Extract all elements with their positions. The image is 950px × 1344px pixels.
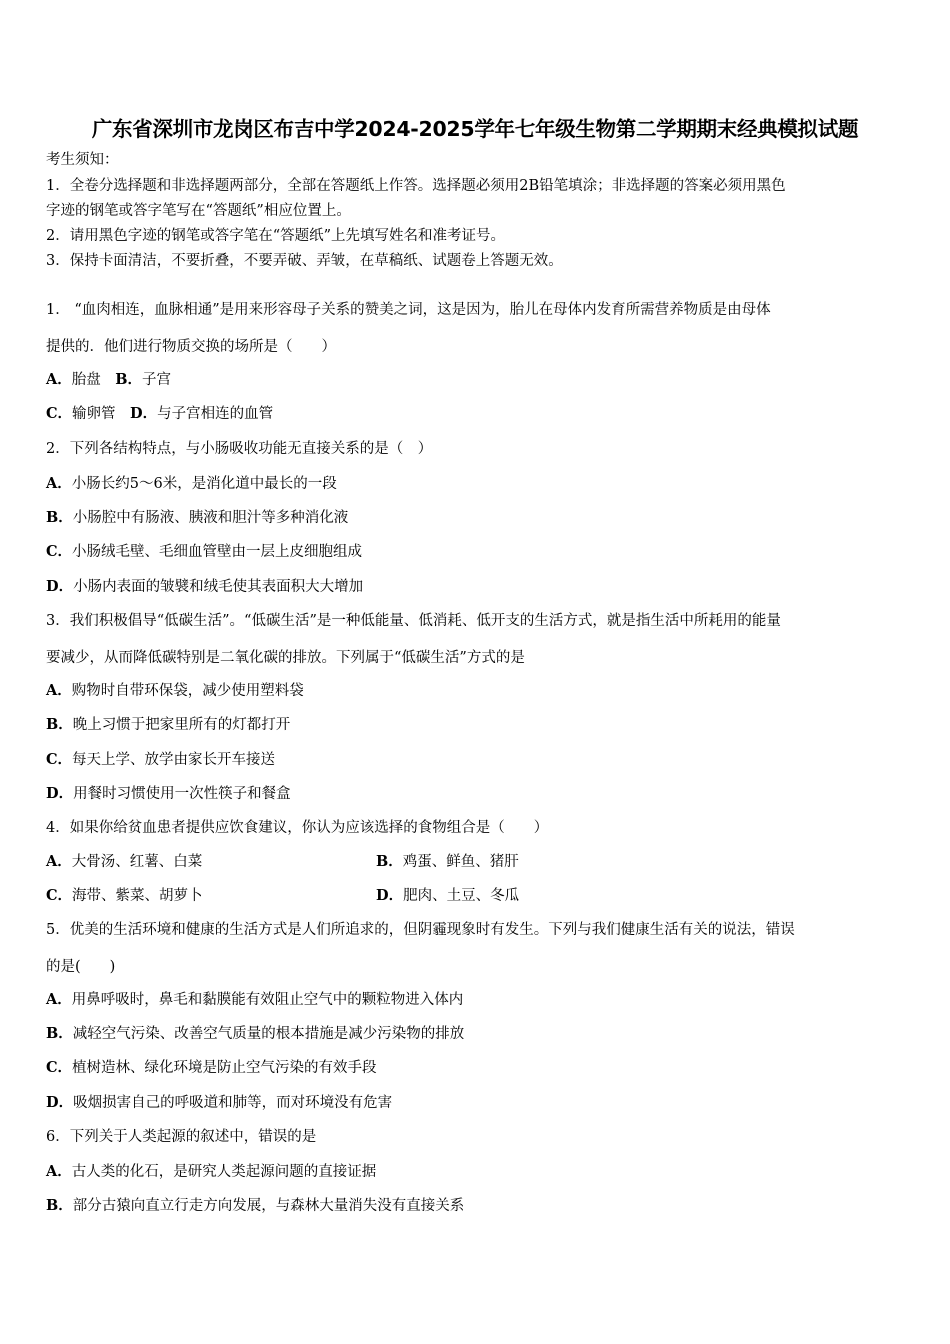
- q3-option-a-text: 购物时自带环保袋，减少使用塑料袋: [71, 683, 304, 699]
- q1-option-a-text: 胎盘: [71, 372, 101, 388]
- q3-option-b-label: B．: [46, 716, 73, 733]
- q4-option-b-label: B．: [376, 853, 403, 870]
- q2-option-a: [46, 474, 337, 494]
- q3-option-a-label: A．: [46, 682, 72, 699]
- q1-option-d-label: D．: [130, 405, 158, 422]
- q5-option-a: [46, 990, 463, 1010]
- q2-option-d: [46, 577, 363, 597]
- q6-option-a-text: 古人类的化石，是研究人类起源问题的直接证据: [71, 1164, 377, 1180]
- q5-option-b-label: B．: [46, 1025, 73, 1042]
- q4-option-a-label: A．: [46, 853, 72, 870]
- q5-option-c-text: 植树造林、绿化环境是防止空气污染的有效手段: [72, 1060, 377, 1076]
- q3-option-c: [46, 750, 275, 770]
- q5-option-d-label: D．: [46, 1094, 74, 1111]
- q5-option-d: [46, 1093, 392, 1113]
- q6-stem: 6．下列关于人类起源的叙述中，错误的是: [46, 1129, 317, 1145]
- q1-option-c-label: C．: [46, 405, 73, 422]
- exam-title: 广东省深圳市龙岗区布吉中学2024-2025学年七年级生物第二学期期末经典模拟试题: [91, 117, 859, 141]
- q4-option-b-text: 鸡蛋、鲜鱼、猪肝: [402, 854, 519, 870]
- q3-option-b-text: 晚上习惯于把家里所有的灯都打开: [72, 717, 291, 733]
- q1-stem-line2: 提供的．他们进行物质交换的场所是（ ）: [46, 339, 336, 355]
- q2-option-d-label: D．: [46, 578, 74, 595]
- q4-option-a-text: 大骨汤、红薯、白菜: [71, 854, 203, 870]
- q5-option-a-text: 用鼻呼吸时，鼻毛和黏膜能有效阻止空气中的颗粒物进入体内: [71, 992, 464, 1008]
- q5-stem-line1: 5．优美的生活环境和健康的生活方式是人们所追求的，但阴霾现象时有发生。下列与我们健康生活有关的说法，错误: [46, 922, 795, 938]
- q6-option-b-label: B．: [46, 1197, 73, 1214]
- q1-option-d-text: 与子宫相连的血管: [157, 406, 274, 422]
- q3-stem-line1: 3．我们积极倡导“低碳生活”。“低碳生活”是一种低能量、低消耗、低开支的生活方式，就是指生活中所耗用的能量: [46, 613, 781, 629]
- q3-option-c-text: 每天上学、放学由家长开车接送: [72, 752, 276, 768]
- q4-options-row2: [46, 886, 203, 906]
- q5-option-a-label: A．: [46, 991, 72, 1008]
- q1-option-b-label: B．: [115, 371, 143, 388]
- q2-option-a-label: A．: [46, 475, 72, 492]
- notice-item-1: 1．全卷分选择题和非选择题两部分，全部在答题纸上作答。选择题必须用2B铅笔填涂；非选择题的答案必须用黑色: [46, 178, 786, 194]
- q1-option-c-text: 输卵管: [72, 406, 116, 422]
- q1-option-b-text: 子宫: [142, 372, 172, 388]
- q5-option-c: [46, 1058, 377, 1078]
- q2-option-c-label: C．: [46, 543, 73, 560]
- q4-option-b: [376, 852, 519, 872]
- q6-option-a-label: A．: [46, 1163, 72, 1180]
- q5-option-b-text: 减轻空气污染、改善空气质量的根本措施是减少污染物的排放: [72, 1026, 465, 1042]
- q4-option-c-text: 海带、紫菜、胡萝卜: [72, 888, 203, 904]
- q2-option-c-text: 小肠绒毛壁、毛细血管壁由一层上皮细胞组成: [72, 544, 363, 560]
- q6-option-b: [46, 1196, 464, 1216]
- q2-option-d-text: 小肠内表面的皱襞和绒毛使其表面积大大增加: [73, 579, 364, 595]
- q2-stem: 2．下列各结构特点，与小肠吸收功能无直接关系的是（ ）: [46, 441, 433, 457]
- q2-option-c: [46, 542, 362, 562]
- notice-heading: 考生须知：: [46, 152, 119, 168]
- q3-stem-line2: 要减少，从而降低碳特别是二氧化碳的排放。下列属于“低碳生活”方式的是: [46, 650, 525, 666]
- q6-option-a: [46, 1162, 376, 1182]
- q4-option-c-label: C．: [46, 887, 73, 904]
- q3-option-d-label: D．: [46, 785, 74, 802]
- notice-item-3: 3．保持卡面清洁，不要折叠，不要弄破、弄皱，在草稿纸、试题卷上答题无效。: [46, 253, 563, 269]
- q3-option-b: [46, 715, 290, 735]
- q1-options-row1: [46, 370, 171, 390]
- q5-option-d-text: 吸烟损害自己的呼吸道和肺等，而对环境没有危害: [73, 1095, 393, 1111]
- q2-option-a-text: 小肠长约5～6米，是消化道中最长的一段: [71, 476, 337, 492]
- notice-item-2: 2．请用黑色字迹的钢笔或答字笔在“答题纸”上先填写姓名和准考证号。: [46, 228, 506, 244]
- q4-options-row1: [46, 852, 202, 872]
- q3-option-a: [46, 681, 304, 701]
- q3-option-d-text: 用餐时习惯使用一次性筷子和餐盒: [73, 786, 291, 802]
- q4-option-d-label: D．: [376, 887, 404, 904]
- q3-option-d: [46, 784, 291, 804]
- q4-option-d: [376, 886, 519, 906]
- q4-stem: 4．如果你给贫血患者提供应饮食建议，你认为应该选择的食物组合是（ ）: [46, 820, 549, 836]
- q5-option-b: [46, 1024, 464, 1044]
- q5-option-c-label: C．: [46, 1059, 73, 1076]
- q2-option-b: [46, 508, 348, 528]
- q1-stem-line1: 1． “血肉相连，血脉相通”是用来形容母子关系的赞美之词，这是因为，胎儿在母体内发育所需营养物质是由母体: [46, 302, 771, 318]
- q6-option-b-text: 部分古猿向直立行走方向发展，与森林大量消失没有直接关系: [72, 1198, 465, 1214]
- q2-option-b-text: 小肠腔中有肠液、胰液和胆汁等多种消化液: [72, 510, 349, 526]
- q4-option-d-text: 肥肉、土豆、冬瓜: [403, 888, 520, 904]
- q5-stem-line2: 的是( ): [46, 959, 116, 975]
- q3-option-c-label: C．: [46, 751, 73, 768]
- q2-option-b-label: B．: [46, 509, 73, 526]
- q1-option-a-label: A．: [46, 371, 72, 388]
- q1-options-row2: [46, 404, 273, 424]
- notice-item-1-cont: 字迹的钢笔或答字笔写在“答题纸”相应位置上。: [46, 203, 351, 219]
